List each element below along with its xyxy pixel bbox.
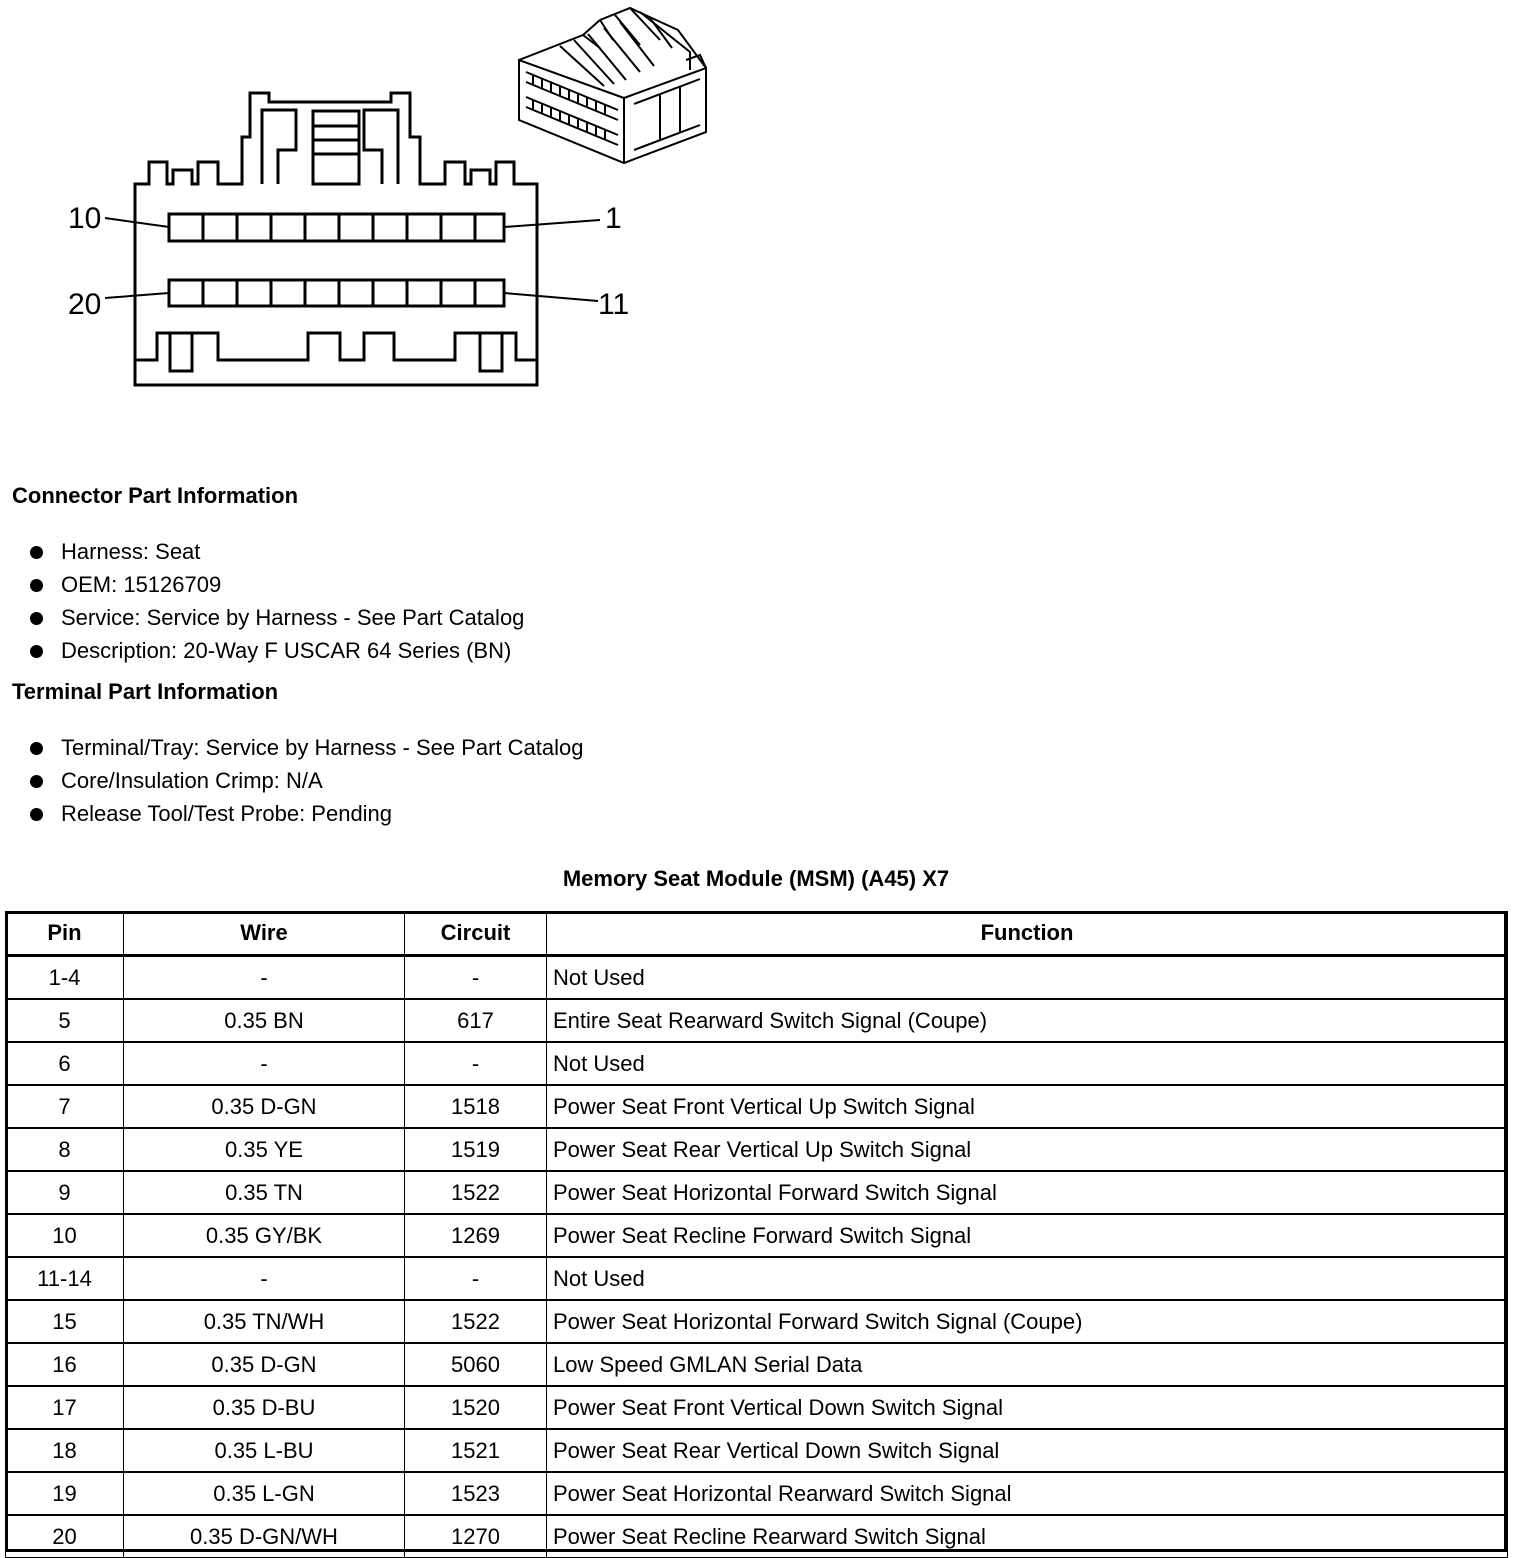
table-row [6,1429,1508,1472]
cell-circuit: - [405,1042,547,1085]
cell-circuit: - [405,956,547,1000]
connector-info-list [30,535,524,667]
cell-function: Entire Seat Rearward Switch Signal (Coupe) [547,999,1508,1042]
cell-function: Power Seat Horizontal Forward Switch Signal [547,1171,1508,1214]
cell-pin: 10 [6,1214,124,1257]
cell-wire: 0.35 BN [124,999,405,1042]
table-row [6,1515,1508,1558]
table-row [6,1085,1508,1128]
table-row [6,1214,1508,1257]
cell-circuit: 1520 [405,1386,547,1429]
cell-pin: 15 [6,1300,124,1343]
cell-function: Power Seat Front Vertical Down Switch Signal [547,1386,1508,1429]
list-item: Release Tool/Test Probe: Pending [30,797,584,830]
list-item: Terminal/Tray: Service by Harness - See Part Catalog [30,731,584,764]
cell-wire: 0.35 D-GN [124,1343,405,1386]
cell-pin: 6 [6,1042,124,1085]
cell-wire: 0.35 D-GN/WH [124,1515,405,1558]
list-item: Harness: Seat [30,535,524,568]
latch-left [262,110,296,184]
terminal-info-list [30,731,584,830]
cell-circuit: 617 [405,999,547,1042]
table-row [6,956,1508,1000]
cell-circuit: 5060 [405,1343,547,1386]
cell-pin: 18 [6,1429,124,1472]
cell-wire: 0.35 D-BU [124,1386,405,1429]
table-row [6,1171,1508,1214]
cell-circuit: 1269 [405,1214,547,1257]
callout-pin-20: 20 [68,288,102,321]
cell-function: Not Used [547,1042,1508,1085]
cell-function: Not Used [547,1257,1508,1300]
cell-circuit: 1270 [405,1515,547,1558]
table-row [6,1128,1508,1171]
cell-pin: 20 [6,1515,124,1558]
table-header-row [6,912,1508,956]
cell-wire: 0.35 YE [124,1128,405,1171]
callout-pin-11: 11 [598,288,630,321]
table-row [6,1343,1508,1386]
cavity-row-bottom [169,280,504,306]
cell-circuit: 1522 [405,1171,547,1214]
connector-face-outline [135,93,537,385]
cell-function: Power Seat Horizontal Rearward Switch Signal [547,1472,1508,1515]
header-circuit: Circuit [405,912,547,956]
cell-function: Power Seat Rear Vertical Down Switch Signal [547,1429,1508,1472]
cell-function: Power Seat Rear Vertical Up Switch Signal [547,1128,1508,1171]
lock-slot [313,111,359,184]
list-item: Service: Service by Harness - See Part Catalog [30,601,524,634]
cell-wire: 0.35 L-GN [124,1472,405,1515]
bottom-keys [135,333,537,360]
table-row [6,1386,1508,1429]
leader-line-10 [105,218,169,227]
table-row [6,1042,1508,1085]
header-function: Function [547,912,1508,956]
cell-circuit: 1519 [405,1128,547,1171]
cell-pin: 7 [6,1085,124,1128]
list-item: Description: 20-Way F USCAR 64 Series (BN) [30,634,524,667]
cell-circuit: 1523 [405,1472,547,1515]
callout-pin-1: 1 [605,202,622,235]
cell-function: Power Seat Recline Forward Switch Signal [547,1214,1508,1257]
terminal-info-heading: Terminal Part Information [12,679,279,704]
table-row [6,999,1508,1042]
leader-line-20 [105,293,169,298]
cell-wire: 0.35 TN/WH [124,1300,405,1343]
list-item: Core/Insulation Crimp: N/A [30,764,584,797]
cell-pin: 17 [6,1386,124,1429]
leader-line-11 [504,293,598,301]
header-wire: Wire [124,912,405,956]
cell-pin: 5 [6,999,124,1042]
bottom-tab-right [480,333,502,371]
bottom-tab-left [170,333,192,371]
cell-function: Not Used [547,956,1508,1000]
cell-pin: 8 [6,1128,124,1171]
connector-diagram [0,0,740,400]
connector-isometric-illustration [519,8,706,163]
cell-wire: - [124,1042,405,1085]
cell-circuit: 1518 [405,1085,547,1128]
cell-pin: 19 [6,1472,124,1515]
table-title: Memory Seat Module (MSM) (A45) X7 [562,866,950,891]
cell-wire: 0.35 GY/BK [124,1214,405,1257]
cell-pin: 1-4 [6,956,124,1000]
leader-line-1 [504,220,600,227]
cell-wire: - [124,956,405,1000]
cell-pin: 9 [6,1171,124,1214]
connector-info-heading: Connector Part Information [12,483,299,508]
callout-pin-10: 10 [68,202,102,235]
cell-function: Power Seat Front Vertical Up Switch Signal [547,1085,1508,1128]
cell-pin: 11-14 [6,1257,124,1300]
pin-table [5,911,1508,1558]
cell-wire: 0.35 TN [124,1171,405,1214]
cell-wire: 0.35 D-GN [124,1085,405,1128]
latch-right [364,110,398,184]
cavity-row-top [169,214,504,241]
pin-table-body [6,956,1508,1558]
cell-circuit: - [405,1257,547,1300]
cell-wire: 0.35 L-BU [124,1429,405,1472]
table-row [6,1257,1508,1300]
cell-function: Power Seat Recline Rearward Switch Signal [547,1515,1508,1558]
cell-circuit: 1521 [405,1429,547,1472]
table-row [6,1472,1508,1515]
cell-function: Low Speed GMLAN Serial Data [547,1343,1508,1386]
table-row [6,1300,1508,1343]
header-pin: Pin [6,912,124,956]
cell-circuit: 1522 [405,1300,547,1343]
cell-pin: 16 [6,1343,124,1386]
list-item: OEM: 15126709 [30,568,524,601]
cell-function: Power Seat Horizontal Forward Switch Signal (Coupe) [547,1300,1508,1343]
cell-wire: - [124,1257,405,1300]
